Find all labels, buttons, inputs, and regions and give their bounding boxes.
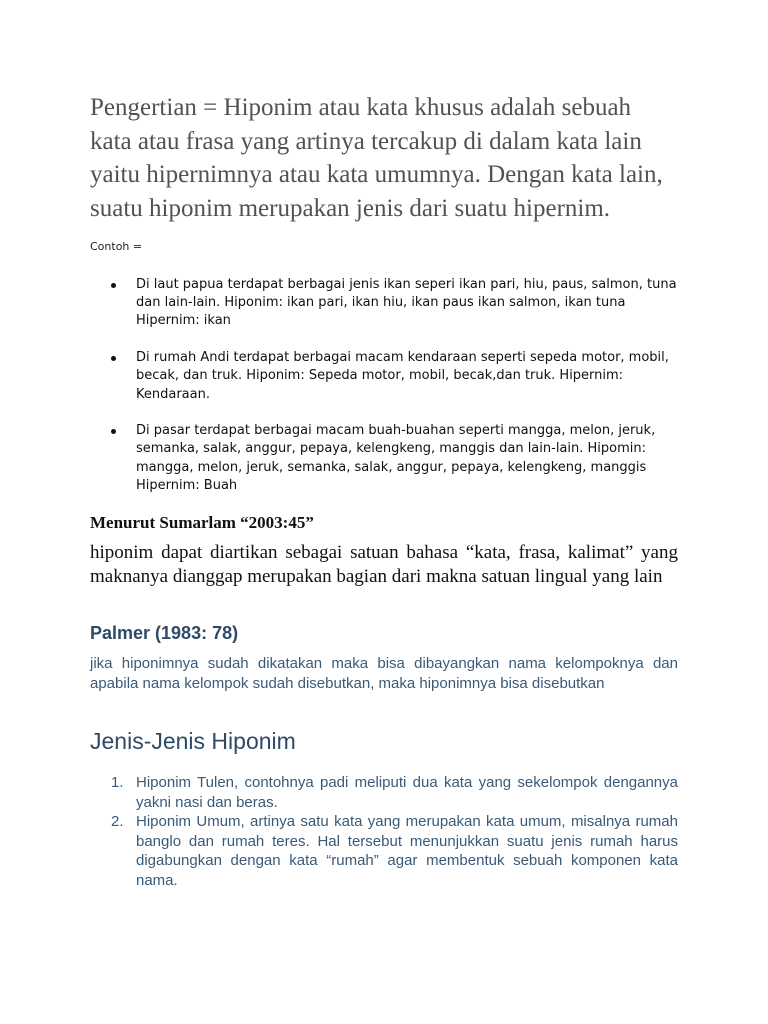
- sumarlam-definition: hiponim dapat diartikan sebagai satuan bahasa “kata, frasa, kalimat” yang maknanya dianggap merupakan bagian dari makna satuan lingual yang lain: [90, 542, 678, 587]
- list-item: [90, 349, 678, 404]
- sumarlam-heading: Menurut Sumarlam “2003:45”: [90, 513, 314, 532]
- list-item: [90, 276, 678, 331]
- list-item-text: Di laut papua terdapat berbagai jenis ikan seperi ikan pari, hiu, paus, salmon, tuna dan lain-lain. Hiponim: ikan pari, ikan hiu, ikan paus ikan salmon, ikan tuna Hipernim: ikan: [136, 277, 677, 329]
- examples-list: [90, 276, 678, 514]
- bullet-icon: [111, 429, 116, 434]
- palmer-definition: jika hiponimnya sudah dikatakan maka bisa dibayangkan nama kelompoknya dan apabila nama kelompok sudah disebutkan, maka hiponimnya bisa disebutkan: [90, 655, 678, 692]
- list-item-text: Hiponim Umum, artinya satu kata yang merupakan kata umum, misalnya rumah banglo dan rumah teres. Hal tersebut menunjukkan suatu jenis rumah harus digabungkan dengan kata “rumah” agar membentuk sebuah komponen kata nama.: [136, 813, 678, 889]
- list-item-text: Di pasar terdapat berbagai macam buah-buahan seperti mangga, melon, jeruk, semanka, salak, anggur, pepaya, kelengkeng, manggis dan lain-lain. Hipomin: mangga, melon, jeruk, semanka, salak, anggur, pepaya, kelengkeng, manggis Hipernim: Buah: [136, 423, 656, 493]
- list-item-text: Di rumah Andi terdapat berbagai macam kendaraan seperti sepeda motor, mobil, becak, dan truk. Hiponim: Sepeda motor, mobil, becak,dan truk. Hipernim: Kendaraan.: [136, 350, 669, 402]
- bullet-icon: [111, 283, 116, 288]
- contoh-label: Contoh =: [90, 240, 143, 253]
- list-number: 2.: [111, 813, 124, 830]
- list-number: 1.: [111, 774, 124, 791]
- jenis-heading: Jenis-Jenis Hiponim: [90, 728, 296, 754]
- intro-paragraph: Pengertian = Hiponim atau kata khusus adalah sebuah kata atau frasa yang artinya tercakup di dalam kata lain yaitu hipernimnya atau kata umumnya. Dengan kata lain, suatu hiponim merupakan jenis dari suatu hipernim.: [90, 94, 663, 222]
- palmer-heading: Palmer (1983: 78): [90, 623, 239, 643]
- jenis-list: [90, 773, 678, 890]
- list-item: [90, 812, 678, 890]
- bullet-icon: [111, 356, 116, 361]
- list-item-text: Hiponim Tulen, contohnya padi meliputi dua kata yang sekelompok dengannya yakni nasi dan beras.: [136, 774, 678, 811]
- list-item: [90, 422, 678, 495]
- list-item: [90, 773, 678, 812]
